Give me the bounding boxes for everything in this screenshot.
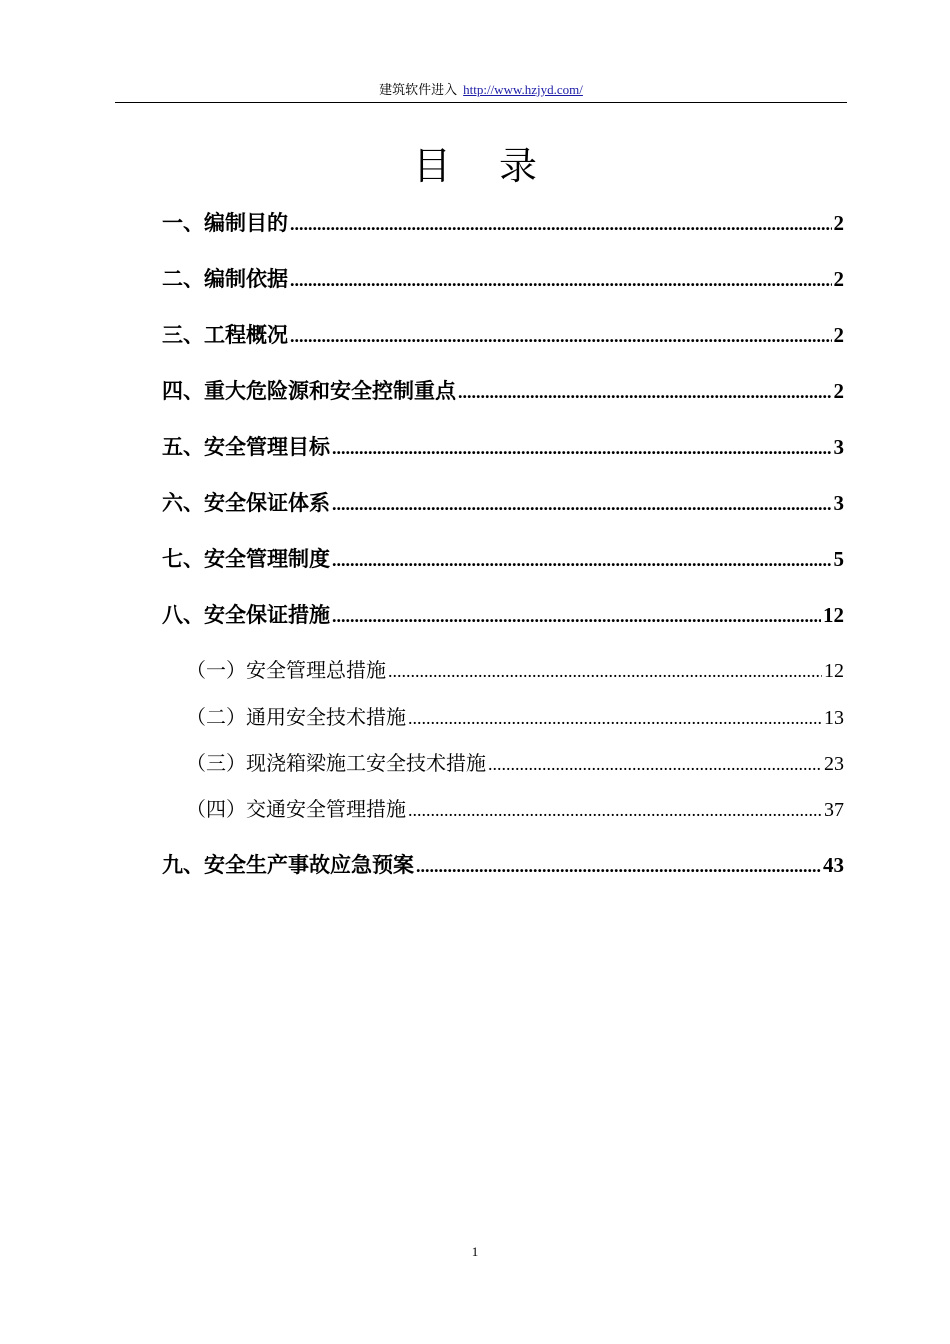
toc-subentry-label: （一）安全管理总措施 xyxy=(186,658,386,682)
toc-entry[interactable] xyxy=(162,850,844,880)
toc-entry-label: 四、重大危险源和安全控制重点 xyxy=(162,379,456,403)
toc-entry[interactable] xyxy=(162,600,844,630)
toc-entry[interactable] xyxy=(162,264,844,294)
toc-leader-dots xyxy=(408,703,822,733)
toc-entry-label: 八、安全保证措施 xyxy=(162,603,330,627)
toc-entry-page: 12 xyxy=(823,603,844,627)
page-number: 1 xyxy=(471,1244,479,1259)
toc-subentry-page: 13 xyxy=(824,707,844,729)
toc-subentry-label: （二）通用安全技术措施 xyxy=(186,705,406,729)
toc-entry[interactable] xyxy=(162,376,844,406)
toc-leader-dots xyxy=(332,545,832,575)
header-text: 建筑软件进入 xyxy=(379,83,458,98)
toc-leader-dots xyxy=(388,656,822,686)
toc-subentry-page: 12 xyxy=(824,660,844,682)
toc-entry-label: 一、编制目的 xyxy=(162,211,288,235)
toc-leader-dots xyxy=(290,265,832,295)
toc-entry-page: 3 xyxy=(833,435,844,459)
toc-subentry[interactable] xyxy=(162,655,844,685)
toc-leader-dots xyxy=(488,749,822,779)
toc-leader-dots xyxy=(458,377,832,407)
toc-entry-page: 2 xyxy=(833,211,844,235)
header-link[interactable]: http://www.hzjyd.com/ xyxy=(463,82,583,97)
toc-entry-label: 二、编制依据 xyxy=(162,267,288,291)
toc-leader-dots xyxy=(408,795,822,825)
toc-entry[interactable] xyxy=(162,208,844,238)
toc-leader-dots xyxy=(332,601,821,631)
toc-subentry-page: 23 xyxy=(824,753,844,775)
toc-entry[interactable] xyxy=(162,432,844,462)
page-header xyxy=(115,80,847,102)
toc-subentry-label: （四）交通安全管理措施 xyxy=(186,797,406,821)
toc-leader-dots xyxy=(290,209,832,239)
toc-entry-page: 2 xyxy=(833,267,844,291)
toc-leader-dots xyxy=(416,851,821,881)
toc-subentry-page: 37 xyxy=(824,799,844,821)
toc-entry-label: 六、安全保证体系 xyxy=(162,491,330,515)
toc-entry-page: 2 xyxy=(833,323,844,347)
toc-entry[interactable] xyxy=(162,488,844,518)
toc-entry-label: 五、安全管理目标 xyxy=(162,435,330,459)
toc-subentry[interactable] xyxy=(162,748,844,778)
toc-entry-page: 3 xyxy=(833,491,844,515)
toc-entry[interactable] xyxy=(162,320,844,350)
toc-leader-dots xyxy=(332,489,832,519)
toc-title: 目录 xyxy=(412,144,585,188)
toc-entry-label: 七、安全管理制度 xyxy=(162,547,330,571)
toc-subentry[interactable] xyxy=(162,794,844,824)
toc-leader-dots xyxy=(290,321,832,351)
toc-entry-label: 九、安全生产事故应急预案 xyxy=(162,853,414,877)
toc-entry-page: 5 xyxy=(833,547,844,571)
toc-entry-label: 三、工程概况 xyxy=(162,323,288,347)
toc-entry-page: 43 xyxy=(823,853,844,877)
toc-subentry-label: （三）现浇箱梁施工安全技术措施 xyxy=(186,751,486,775)
header-divider xyxy=(115,102,847,103)
toc-entry[interactable] xyxy=(162,544,844,574)
toc-entry-page: 2 xyxy=(833,379,844,403)
toc-subentry[interactable] xyxy=(162,702,844,732)
toc-leader-dots xyxy=(332,433,832,463)
